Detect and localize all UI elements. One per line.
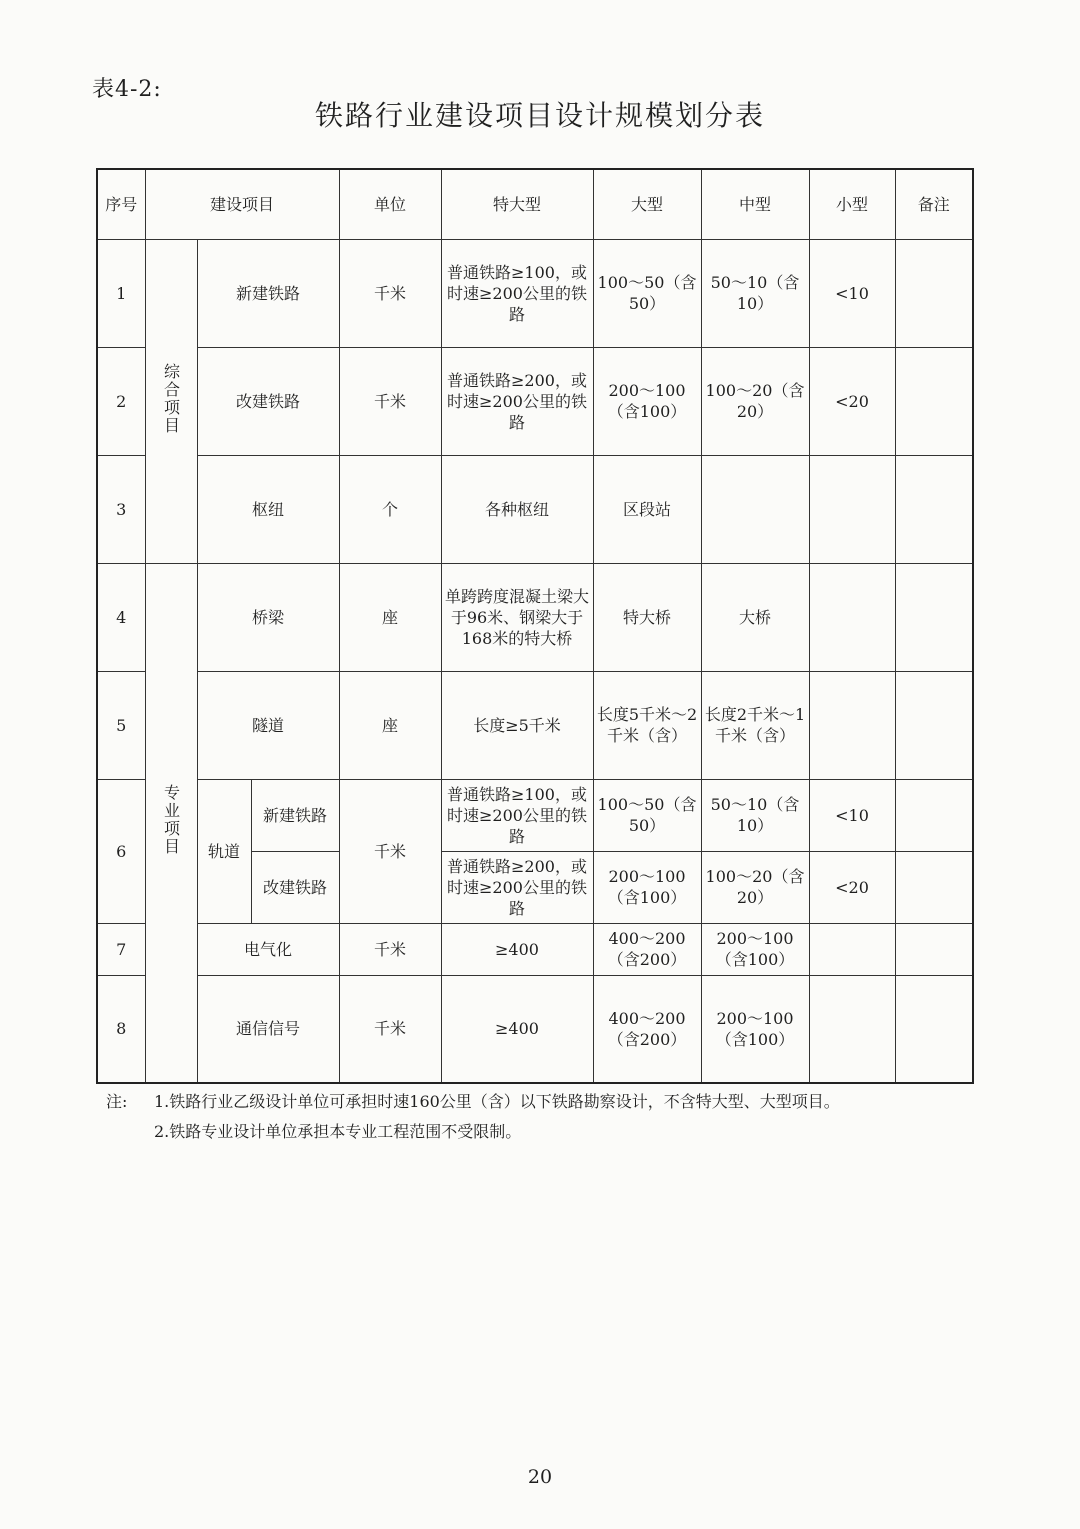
row-large: 100～50（含50） — [593, 239, 701, 347]
table-row — [97, 455, 973, 563]
track-group-cell: 轨道 — [197, 779, 251, 923]
row-large: 区段站 — [593, 455, 701, 563]
table-row — [97, 239, 973, 347]
table-row — [97, 347, 973, 455]
row-name: 枢纽 — [197, 455, 339, 563]
row-name: 电气化 — [197, 923, 339, 975]
design-scale-table — [96, 168, 974, 1084]
row-medium: 100～20（含20） — [701, 851, 809, 923]
group-specialized-cell — [145, 563, 197, 1083]
row-remark — [895, 923, 973, 975]
row-medium: 50～10（含10） — [701, 239, 809, 347]
row-unit: 千米 — [339, 923, 441, 975]
row-medium — [701, 455, 809, 563]
header-seq: 序号 — [97, 169, 145, 239]
row-remark — [895, 851, 973, 923]
row-unit: 座 — [339, 671, 441, 779]
row-xl: 单跨跨度混凝土梁大于96米、钢梁大于168米的特大桥 — [441, 563, 593, 671]
row-xl: 普通铁路≥100，或时速≥200公里的铁路 — [441, 239, 593, 347]
row-small: <10 — [809, 239, 895, 347]
row-xl: 普通铁路≥100，或时速≥200公里的铁路 — [441, 779, 593, 851]
table-row — [97, 923, 973, 975]
header-large: 大型 — [593, 169, 701, 239]
row-medium: 长度2千米～1千米（含） — [701, 671, 809, 779]
footnote-2: 2.铁路专业设计单位承担本专业工程范围不受限制。 — [154, 1122, 522, 1141]
group-comprehensive-label: 综合项目 — [161, 362, 181, 435]
group-comprehensive-cell — [145, 239, 197, 563]
header-row — [97, 169, 973, 239]
row-xl: ≥400 — [441, 923, 593, 975]
row-seq: 5 — [97, 671, 145, 779]
row-seq: 4 — [97, 563, 145, 671]
header-xl: 特大型 — [441, 169, 593, 239]
row-seq: 3 — [97, 455, 145, 563]
row-remark — [895, 563, 973, 671]
header-remark: 备注 — [895, 169, 973, 239]
table-label: 表4-2: — [92, 77, 162, 102]
row-seq: 6 — [97, 779, 145, 923]
row-small — [809, 563, 895, 671]
row-seq: 1 — [97, 239, 145, 347]
row-name: 桥梁 — [197, 563, 339, 671]
row-name: 新建铁路 — [197, 239, 339, 347]
row-small: <20 — [809, 851, 895, 923]
row-remark — [895, 671, 973, 779]
row-unit: 千米 — [339, 779, 441, 923]
row-name: 隧道 — [197, 671, 339, 779]
row-small — [809, 455, 895, 563]
row-small — [809, 671, 895, 779]
row-xl: 普通铁路≥200，或时速≥200公里的铁路 — [441, 851, 593, 923]
row-subname: 改建铁路 — [251, 851, 339, 923]
header-unit: 单位 — [339, 169, 441, 239]
footnote-spacer — [106, 1117, 154, 1147]
footnotes — [106, 1087, 840, 1147]
header-small: 小型 — [809, 169, 895, 239]
row-large: 400～200（含200） — [593, 975, 701, 1083]
row-unit: 座 — [339, 563, 441, 671]
row-remark — [895, 239, 973, 347]
row-name: 通信信号 — [197, 975, 339, 1083]
row-xl: 各种枢纽 — [441, 455, 593, 563]
row-xl: ≥400 — [441, 975, 593, 1083]
row-large: 特大桥 — [593, 563, 701, 671]
table-row — [97, 779, 973, 851]
row-unit: 千米 — [339, 975, 441, 1083]
header-project: 建设项目 — [145, 169, 339, 239]
row-xl: 长度≥5千米 — [441, 671, 593, 779]
row-medium: 200～100（含100） — [701, 975, 809, 1083]
row-large: 200～100（含100） — [593, 851, 701, 923]
row-small — [809, 923, 895, 975]
row-large: 200～100（含100） — [593, 347, 701, 455]
row-seq: 7 — [97, 923, 145, 975]
row-remark — [895, 455, 973, 563]
row-large: 长度5千米～2千米（含） — [593, 671, 701, 779]
page-number: 20 — [527, 1466, 553, 1488]
row-remark — [895, 975, 973, 1083]
header-medium: 中型 — [701, 169, 809, 239]
row-unit: 千米 — [339, 347, 441, 455]
footnote-prefix: 注: — [106, 1092, 128, 1111]
row-medium: 50～10（含10） — [701, 779, 809, 851]
group-specialized-label: 专业项目 — [161, 784, 181, 857]
page-title: 铁路行业建设项目设计规模划分表 — [314, 99, 765, 132]
row-small: <20 — [809, 347, 895, 455]
row-medium: 大桥 — [701, 563, 809, 671]
row-name: 改建铁路 — [197, 347, 339, 455]
row-small — [809, 975, 895, 1083]
footnote-1: 1.铁路行业乙级设计单位可承担时速160公里（含）以下铁路勘察设计，不含特大型、大型项目。 — [154, 1092, 840, 1111]
row-seq: 2 — [97, 347, 145, 455]
row-unit: 千米 — [339, 239, 441, 347]
row-large: 100～50（含50） — [593, 779, 701, 851]
row-remark — [895, 779, 973, 851]
row-small: <10 — [809, 779, 895, 851]
row-seq: 8 — [97, 975, 145, 1083]
row-xl: 普通铁路≥200，或时速≥200公里的铁路 — [441, 347, 593, 455]
table-row — [97, 563, 973, 671]
table-row — [97, 975, 973, 1083]
row-unit: 个 — [339, 455, 441, 563]
row-medium: 100～20（含20） — [701, 347, 809, 455]
row-large: 400～200（含200） — [593, 923, 701, 975]
table-row — [97, 671, 973, 779]
row-subname: 新建铁路 — [251, 779, 339, 851]
row-medium: 200～100（含100） — [701, 923, 809, 975]
row-remark — [895, 347, 973, 455]
